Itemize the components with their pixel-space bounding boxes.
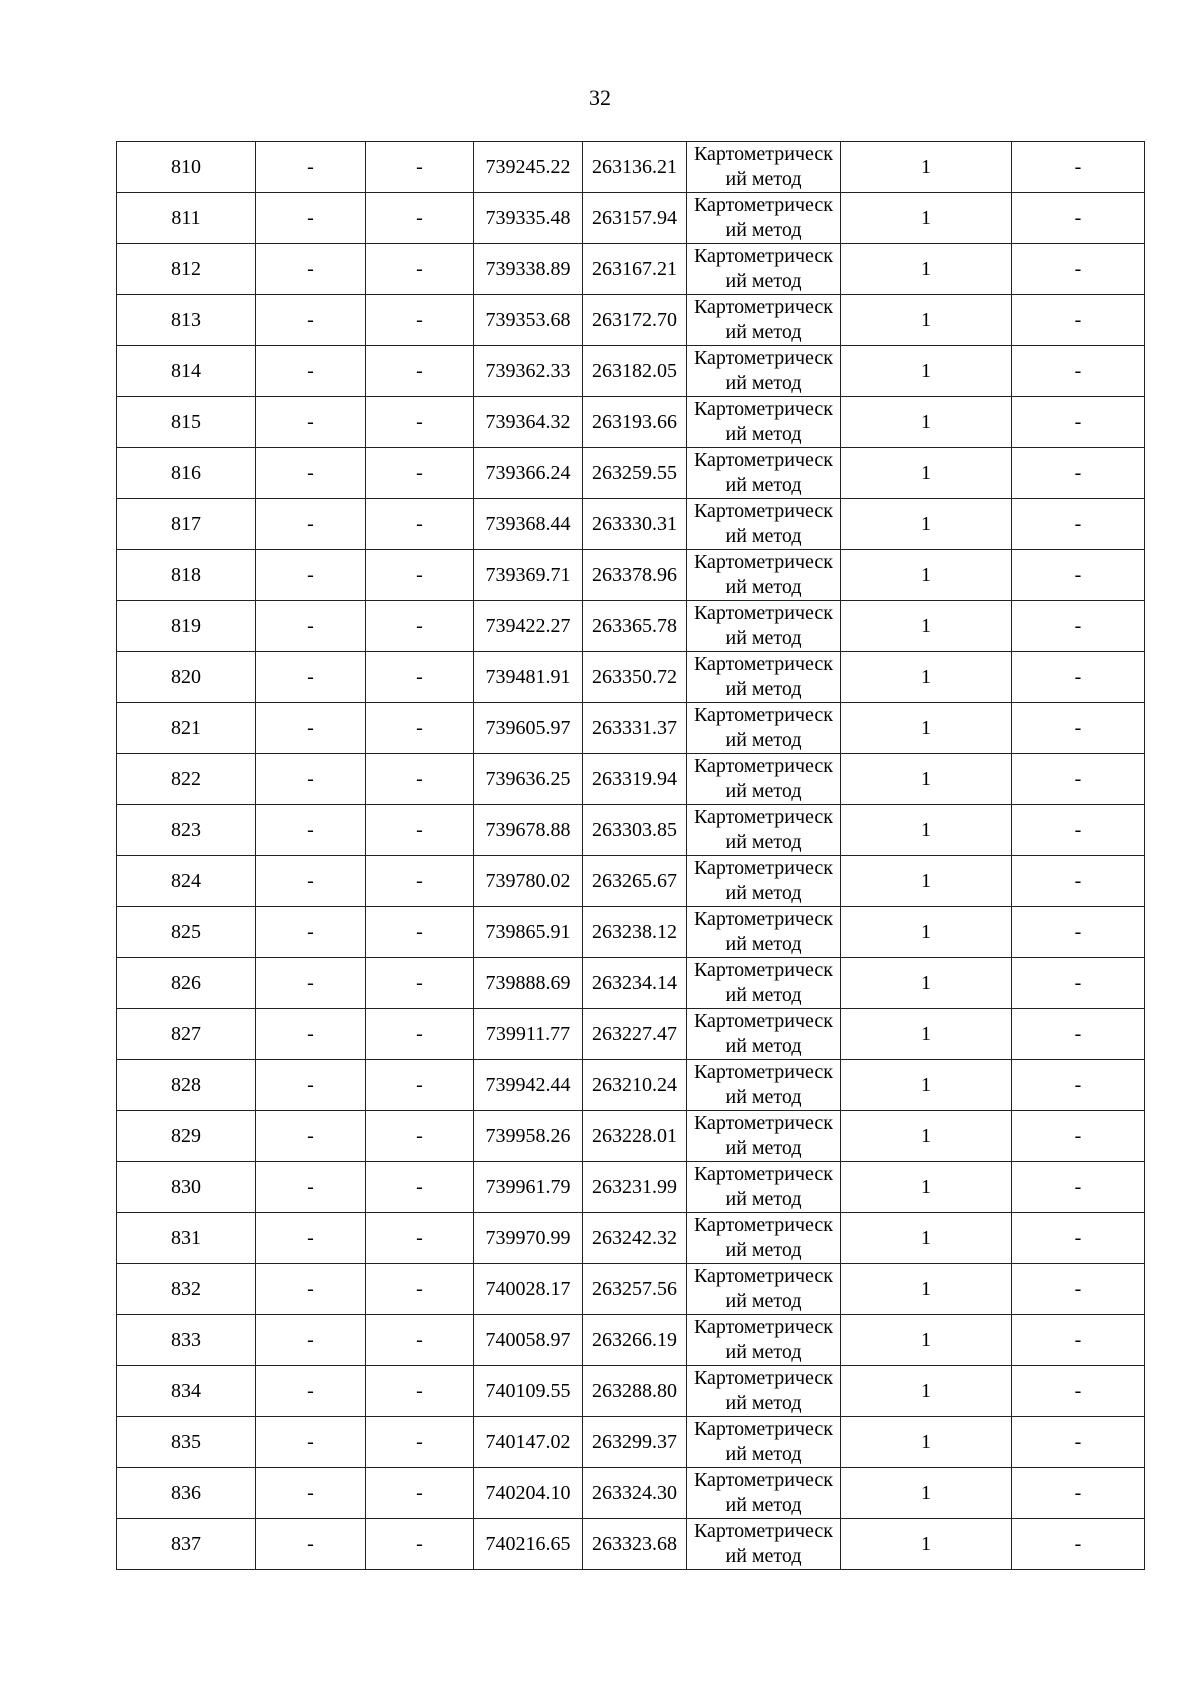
accuracy-cell: 1 xyxy=(841,1009,1012,1060)
y-coordinate-cell: 263228.01 xyxy=(583,1111,687,1162)
accuracy-cell: 1 xyxy=(841,1060,1012,1111)
x-coordinate-cell: 739678.88 xyxy=(474,805,583,856)
table-row xyxy=(117,754,1145,805)
point-number-cell: 834 xyxy=(117,1366,256,1417)
empty-cell: - xyxy=(366,397,474,448)
empty-cell: - xyxy=(366,1162,474,1213)
x-coordinate-cell: 739366.24 xyxy=(474,448,583,499)
method-cell: Картометрический метод xyxy=(687,244,841,295)
empty-cell: - xyxy=(1012,397,1145,448)
empty-cell: - xyxy=(1012,1162,1145,1213)
empty-cell: - xyxy=(366,805,474,856)
accuracy-cell: 1 xyxy=(841,397,1012,448)
point-number-cell: 824 xyxy=(117,856,256,907)
x-coordinate-cell: 740109.55 xyxy=(474,1366,583,1417)
y-coordinate-cell: 263257.56 xyxy=(583,1264,687,1315)
method-cell: Картометрический метод xyxy=(687,295,841,346)
empty-cell: - xyxy=(256,1060,366,1111)
x-coordinate-cell: 739481.91 xyxy=(474,652,583,703)
method-cell: Картометрический метод xyxy=(687,1111,841,1162)
empty-cell: - xyxy=(366,856,474,907)
y-coordinate-cell: 263330.31 xyxy=(583,499,687,550)
empty-cell: - xyxy=(256,958,366,1009)
method-cell: Картометрический метод xyxy=(687,856,841,907)
method-cell: Картометрический метод xyxy=(687,1213,841,1264)
method-cell: Картометрический метод xyxy=(687,652,841,703)
point-number-cell: 826 xyxy=(117,958,256,1009)
y-coordinate-cell: 263172.70 xyxy=(583,295,687,346)
y-coordinate-cell: 263323.68 xyxy=(583,1519,687,1570)
page-number: 32 xyxy=(589,85,611,110)
y-coordinate-cell: 263136.21 xyxy=(583,142,687,193)
x-coordinate-cell: 739605.97 xyxy=(474,703,583,754)
empty-cell: - xyxy=(1012,1417,1145,1468)
empty-cell: - xyxy=(366,142,474,193)
accuracy-cell: 1 xyxy=(841,1519,1012,1570)
empty-cell: - xyxy=(1012,1009,1145,1060)
method-cell: Картометрический метод xyxy=(687,754,841,805)
method-cell: Картометрический метод xyxy=(687,397,841,448)
empty-cell: - xyxy=(256,601,366,652)
empty-cell: - xyxy=(366,958,474,1009)
empty-cell: - xyxy=(366,652,474,703)
y-coordinate-cell: 263167.21 xyxy=(583,244,687,295)
method-cell: Картометрический метод xyxy=(687,193,841,244)
x-coordinate-cell: 739245.22 xyxy=(474,142,583,193)
table-row xyxy=(117,703,1145,754)
point-number-cell: 830 xyxy=(117,1162,256,1213)
empty-cell: - xyxy=(366,1060,474,1111)
table-row xyxy=(117,1315,1145,1366)
empty-cell: - xyxy=(256,1315,366,1366)
point-number-cell: 836 xyxy=(117,1468,256,1519)
x-coordinate-cell: 739353.68 xyxy=(474,295,583,346)
empty-cell: - xyxy=(256,1519,366,1570)
table-row xyxy=(117,1162,1145,1213)
empty-cell: - xyxy=(1012,703,1145,754)
y-coordinate-cell: 263242.32 xyxy=(583,1213,687,1264)
x-coordinate-cell: 739369.71 xyxy=(474,550,583,601)
x-coordinate-cell: 739364.32 xyxy=(474,397,583,448)
empty-cell: - xyxy=(1012,907,1145,958)
empty-cell: - xyxy=(1012,448,1145,499)
empty-cell: - xyxy=(1012,1315,1145,1366)
empty-cell: - xyxy=(256,499,366,550)
y-coordinate-cell: 263157.94 xyxy=(583,193,687,244)
empty-cell: - xyxy=(256,142,366,193)
point-number-cell: 820 xyxy=(117,652,256,703)
empty-cell: - xyxy=(256,1264,366,1315)
table-row xyxy=(117,1264,1145,1315)
empty-cell: - xyxy=(1012,958,1145,1009)
empty-cell: - xyxy=(366,499,474,550)
y-coordinate-cell: 263231.99 xyxy=(583,1162,687,1213)
x-coordinate-cell: 740216.65 xyxy=(474,1519,583,1570)
x-coordinate-cell: 739888.69 xyxy=(474,958,583,1009)
empty-cell: - xyxy=(366,907,474,958)
accuracy-cell: 1 xyxy=(841,907,1012,958)
empty-cell: - xyxy=(256,1111,366,1162)
point-number-cell: 831 xyxy=(117,1213,256,1264)
y-coordinate-cell: 263331.37 xyxy=(583,703,687,754)
table-row xyxy=(117,652,1145,703)
empty-cell: - xyxy=(366,244,474,295)
y-coordinate-cell: 263227.47 xyxy=(583,1009,687,1060)
empty-cell: - xyxy=(366,1519,474,1570)
accuracy-cell: 1 xyxy=(841,703,1012,754)
y-coordinate-cell: 263365.78 xyxy=(583,601,687,652)
point-number-cell: 825 xyxy=(117,907,256,958)
empty-cell: - xyxy=(1012,346,1145,397)
method-cell: Картометрический метод xyxy=(687,907,841,958)
table-row xyxy=(117,1009,1145,1060)
x-coordinate-cell: 739780.02 xyxy=(474,856,583,907)
method-cell: Картометрический метод xyxy=(687,499,841,550)
point-number-cell: 817 xyxy=(117,499,256,550)
point-number-cell: 814 xyxy=(117,346,256,397)
method-cell: Картометрический метод xyxy=(687,1060,841,1111)
empty-cell: - xyxy=(366,1366,474,1417)
empty-cell: - xyxy=(1012,244,1145,295)
empty-cell: - xyxy=(1012,1060,1145,1111)
empty-cell: - xyxy=(256,805,366,856)
table-row xyxy=(117,601,1145,652)
empty-cell: - xyxy=(256,754,366,805)
coordinates-table xyxy=(116,141,1145,1570)
empty-cell: - xyxy=(366,1009,474,1060)
accuracy-cell: 1 xyxy=(841,550,1012,601)
method-cell: Картометрический метод xyxy=(687,448,841,499)
accuracy-cell: 1 xyxy=(841,1417,1012,1468)
accuracy-cell: 1 xyxy=(841,652,1012,703)
point-number-cell: 810 xyxy=(117,142,256,193)
empty-cell: - xyxy=(256,1468,366,1519)
table-row xyxy=(117,1519,1145,1570)
empty-cell: - xyxy=(366,1315,474,1366)
x-coordinate-cell: 739961.79 xyxy=(474,1162,583,1213)
method-cell: Картометрический метод xyxy=(687,1162,841,1213)
accuracy-cell: 1 xyxy=(841,244,1012,295)
empty-cell: - xyxy=(1012,754,1145,805)
table-row xyxy=(117,1417,1145,1468)
accuracy-cell: 1 xyxy=(841,142,1012,193)
table-row xyxy=(117,346,1145,397)
x-coordinate-cell: 739338.89 xyxy=(474,244,583,295)
empty-cell: - xyxy=(256,295,366,346)
empty-cell: - xyxy=(256,550,366,601)
point-number-cell: 819 xyxy=(117,601,256,652)
accuracy-cell: 1 xyxy=(841,448,1012,499)
table-row xyxy=(117,1366,1145,1417)
empty-cell: - xyxy=(256,907,366,958)
table-row xyxy=(117,499,1145,550)
table-row xyxy=(117,1111,1145,1162)
y-coordinate-cell: 263378.96 xyxy=(583,550,687,601)
point-number-cell: 829 xyxy=(117,1111,256,1162)
table-row xyxy=(117,550,1145,601)
empty-cell: - xyxy=(366,754,474,805)
point-number-cell: 833 xyxy=(117,1315,256,1366)
accuracy-cell: 1 xyxy=(841,1468,1012,1519)
method-cell: Картометрический метод xyxy=(687,703,841,754)
empty-cell: - xyxy=(1012,856,1145,907)
x-coordinate-cell: 739335.48 xyxy=(474,193,583,244)
point-number-cell: 812 xyxy=(117,244,256,295)
point-number-cell: 837 xyxy=(117,1519,256,1570)
empty-cell: - xyxy=(366,703,474,754)
table-row xyxy=(117,244,1145,295)
empty-cell: - xyxy=(1012,652,1145,703)
table-row xyxy=(117,448,1145,499)
point-number-cell: 832 xyxy=(117,1264,256,1315)
table-row xyxy=(117,856,1145,907)
empty-cell: - xyxy=(256,1366,366,1417)
y-coordinate-cell: 263324.30 xyxy=(583,1468,687,1519)
empty-cell: - xyxy=(1012,1366,1145,1417)
empty-cell: - xyxy=(256,1417,366,1468)
y-coordinate-cell: 263234.14 xyxy=(583,958,687,1009)
empty-cell: - xyxy=(256,193,366,244)
empty-cell: - xyxy=(366,193,474,244)
empty-cell: - xyxy=(366,1213,474,1264)
point-number-cell: 811 xyxy=(117,193,256,244)
empty-cell: - xyxy=(366,346,474,397)
empty-cell: - xyxy=(1012,1264,1145,1315)
method-cell: Картометрический метод xyxy=(687,958,841,1009)
table-row xyxy=(117,1060,1145,1111)
y-coordinate-cell: 263182.05 xyxy=(583,346,687,397)
method-cell: Картометрический метод xyxy=(687,1366,841,1417)
x-coordinate-cell: 740147.02 xyxy=(474,1417,583,1468)
empty-cell: - xyxy=(1012,295,1145,346)
empty-cell: - xyxy=(366,295,474,346)
y-coordinate-cell: 263265.67 xyxy=(583,856,687,907)
empty-cell: - xyxy=(1012,1213,1145,1264)
empty-cell: - xyxy=(1012,805,1145,856)
point-number-cell: 818 xyxy=(117,550,256,601)
empty-cell: - xyxy=(1012,193,1145,244)
table-row xyxy=(117,1213,1145,1264)
point-number-cell: 828 xyxy=(117,1060,256,1111)
empty-cell: - xyxy=(256,1213,366,1264)
method-cell: Картометрический метод xyxy=(687,1009,841,1060)
empty-cell: - xyxy=(366,1417,474,1468)
x-coordinate-cell: 739970.99 xyxy=(474,1213,583,1264)
y-coordinate-cell: 263266.19 xyxy=(583,1315,687,1366)
empty-cell: - xyxy=(366,1468,474,1519)
empty-cell: - xyxy=(256,703,366,754)
empty-cell: - xyxy=(366,550,474,601)
x-coordinate-cell: 739368.44 xyxy=(474,499,583,550)
empty-cell: - xyxy=(1012,601,1145,652)
empty-cell: - xyxy=(1012,1519,1145,1570)
method-cell: Картометрический метод xyxy=(687,1468,841,1519)
y-coordinate-cell: 263238.12 xyxy=(583,907,687,958)
empty-cell: - xyxy=(1012,1468,1145,1519)
empty-cell: - xyxy=(1012,1111,1145,1162)
table-row xyxy=(117,295,1145,346)
point-number-cell: 816 xyxy=(117,448,256,499)
empty-cell: - xyxy=(366,601,474,652)
empty-cell: - xyxy=(256,244,366,295)
accuracy-cell: 1 xyxy=(841,1366,1012,1417)
empty-cell: - xyxy=(256,1162,366,1213)
method-cell: Картометрический метод xyxy=(687,346,841,397)
method-cell: Картометрический метод xyxy=(687,1264,841,1315)
point-number-cell: 821 xyxy=(117,703,256,754)
accuracy-cell: 1 xyxy=(841,499,1012,550)
x-coordinate-cell: 739942.44 xyxy=(474,1060,583,1111)
y-coordinate-cell: 263303.85 xyxy=(583,805,687,856)
x-coordinate-cell: 739636.25 xyxy=(474,754,583,805)
method-cell: Картометрический метод xyxy=(687,601,841,652)
point-number-cell: 835 xyxy=(117,1417,256,1468)
empty-cell: - xyxy=(256,448,366,499)
accuracy-cell: 1 xyxy=(841,754,1012,805)
point-number-cell: 813 xyxy=(117,295,256,346)
x-coordinate-cell: 739958.26 xyxy=(474,1111,583,1162)
method-cell: Картометрический метод xyxy=(687,550,841,601)
method-cell: Картометрический метод xyxy=(687,1417,841,1468)
y-coordinate-cell: 263350.72 xyxy=(583,652,687,703)
accuracy-cell: 1 xyxy=(841,958,1012,1009)
point-number-cell: 823 xyxy=(117,805,256,856)
accuracy-cell: 1 xyxy=(841,601,1012,652)
x-coordinate-cell: 739422.27 xyxy=(474,601,583,652)
point-number-cell: 827 xyxy=(117,1009,256,1060)
accuracy-cell: 1 xyxy=(841,295,1012,346)
empty-cell: - xyxy=(366,448,474,499)
table-row xyxy=(117,193,1145,244)
empty-cell: - xyxy=(256,397,366,448)
empty-cell: - xyxy=(366,1264,474,1315)
x-coordinate-cell: 739362.33 xyxy=(474,346,583,397)
empty-cell: - xyxy=(366,1111,474,1162)
empty-cell: - xyxy=(256,346,366,397)
x-coordinate-cell: 740028.17 xyxy=(474,1264,583,1315)
accuracy-cell: 1 xyxy=(841,1315,1012,1366)
table-row xyxy=(117,958,1145,1009)
table-row xyxy=(117,805,1145,856)
x-coordinate-cell: 739865.91 xyxy=(474,907,583,958)
empty-cell: - xyxy=(1012,499,1145,550)
method-cell: Картометрический метод xyxy=(687,1519,841,1570)
x-coordinate-cell: 739911.77 xyxy=(474,1009,583,1060)
table-row xyxy=(117,142,1145,193)
accuracy-cell: 1 xyxy=(841,1213,1012,1264)
y-coordinate-cell: 263288.80 xyxy=(583,1366,687,1417)
empty-cell: - xyxy=(1012,550,1145,601)
method-cell: Картометрический метод xyxy=(687,142,841,193)
table-row xyxy=(117,397,1145,448)
table-body xyxy=(117,142,1145,1570)
accuracy-cell: 1 xyxy=(841,1111,1012,1162)
method-cell: Картометрический метод xyxy=(687,1315,841,1366)
y-coordinate-cell: 263259.55 xyxy=(583,448,687,499)
accuracy-cell: 1 xyxy=(841,193,1012,244)
empty-cell: - xyxy=(256,856,366,907)
empty-cell: - xyxy=(1012,142,1145,193)
y-coordinate-cell: 263210.24 xyxy=(583,1060,687,1111)
point-number-cell: 815 xyxy=(117,397,256,448)
accuracy-cell: 1 xyxy=(841,856,1012,907)
accuracy-cell: 1 xyxy=(841,346,1012,397)
accuracy-cell: 1 xyxy=(841,1162,1012,1213)
point-number-cell: 822 xyxy=(117,754,256,805)
y-coordinate-cell: 263319.94 xyxy=(583,754,687,805)
accuracy-cell: 1 xyxy=(841,805,1012,856)
table-row xyxy=(117,907,1145,958)
y-coordinate-cell: 263299.37 xyxy=(583,1417,687,1468)
empty-cell: - xyxy=(256,652,366,703)
x-coordinate-cell: 740204.10 xyxy=(474,1468,583,1519)
table-row xyxy=(117,1468,1145,1519)
accuracy-cell: 1 xyxy=(841,1264,1012,1315)
x-coordinate-cell: 740058.97 xyxy=(474,1315,583,1366)
empty-cell: - xyxy=(256,1009,366,1060)
method-cell: Картометрический метод xyxy=(687,805,841,856)
y-coordinate-cell: 263193.66 xyxy=(583,397,687,448)
